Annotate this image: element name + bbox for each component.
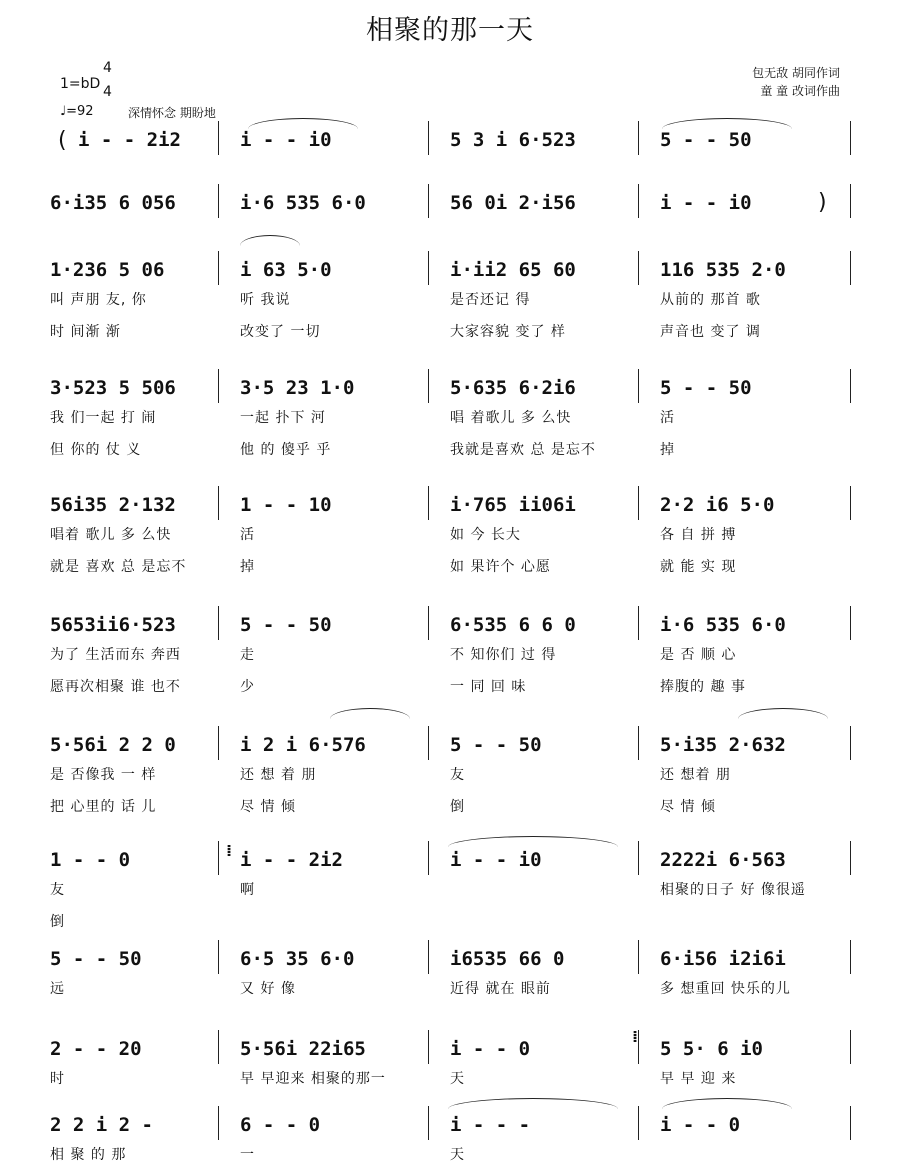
lyric-line-1: 友 xyxy=(450,767,465,783)
measure-10-2: 5·56i 22i65 xyxy=(240,1038,366,1060)
open-parenthesis: ( xyxy=(58,128,67,153)
barline xyxy=(638,369,639,403)
lyric-line-1: 远 xyxy=(50,981,65,997)
measure-8-2: i - - 2i2 xyxy=(240,849,343,871)
lyric-line-2: 把 心里的 话 儿 xyxy=(50,799,157,815)
measure-9-2: 6·5 35 6·0 xyxy=(240,948,355,970)
barline xyxy=(428,121,429,155)
lyric-line-1: 天 xyxy=(450,1147,465,1163)
slur xyxy=(240,235,300,246)
measure-3-3: i·ii2 65 60 xyxy=(450,259,576,281)
lyric-line-1: 我 们一起 打 闹 xyxy=(50,410,157,426)
lyric-line-1: 唱 着歌儿 多 么快 xyxy=(450,410,572,426)
barline xyxy=(218,251,219,285)
measure-10-3: i - - 0 xyxy=(450,1038,531,1060)
measure-4-4: 5 - - 50 xyxy=(660,377,752,399)
barline xyxy=(638,184,639,218)
measure-6-2: 5 - - 50 xyxy=(240,614,332,636)
slur xyxy=(662,118,792,129)
measure-9-4: 6·i56 i2i6i xyxy=(660,948,786,970)
lyric-line-1: 多 想重回 快乐的儿 xyxy=(660,981,791,997)
measure-11-1: 2 2 i 2 - xyxy=(50,1114,153,1136)
lyric-line-1: 一 xyxy=(240,1147,255,1163)
measure-1-4: 5 - - 50 xyxy=(660,129,752,151)
barline xyxy=(428,726,429,760)
barline xyxy=(850,726,851,760)
lyric-line-2: 就是 喜欢 总 是忘不 xyxy=(50,559,187,575)
lyric-line-2: 少 xyxy=(240,679,255,695)
lyric-line-1: 又 好 像 xyxy=(240,981,296,997)
lyric-line-1: 一起 扑下 河 xyxy=(240,410,326,426)
measure-4-3: 5·635 6·2i6 xyxy=(450,377,576,399)
measure-6-4: i·6 535 6·0 xyxy=(660,614,786,636)
measure-1-3: 5 3 i 6·523 xyxy=(450,129,576,151)
barline xyxy=(638,841,639,875)
lyric-line-2: 倒 xyxy=(450,799,465,815)
lyric-line-1: 听 我说 xyxy=(240,292,291,308)
lyric-line-2: 声音也 变了 调 xyxy=(660,324,761,340)
barline xyxy=(850,184,851,218)
barline xyxy=(218,121,219,155)
lyric-line-1: 是否还记 得 xyxy=(450,292,531,308)
lyricist-credit: 包无敌 胡同作词 xyxy=(752,66,840,80)
lyric-line-1: 如 今 长大 xyxy=(450,527,521,543)
lyric-line-2: 时 间渐 渐 xyxy=(50,324,121,340)
measure-1-2: i - - i0 xyxy=(240,129,332,151)
slur xyxy=(738,708,828,719)
barline xyxy=(638,1030,639,1064)
lyric-line-2: 他 的 傻乎 乎 xyxy=(240,442,332,458)
barline xyxy=(638,251,639,285)
barline xyxy=(850,251,851,285)
measure-7-2: i 2 i 6·576 xyxy=(240,734,366,756)
lyric-line-1: 是 否 顺 心 xyxy=(660,647,737,663)
measure-4-2: 3·5 23 1·0 xyxy=(240,377,355,399)
measure-5-4: 2·2 i6 5·0 xyxy=(660,494,775,516)
measure-7-3: 5 - - 50 xyxy=(450,734,542,756)
barline xyxy=(428,940,429,974)
barline xyxy=(428,486,429,520)
lyric-line-1: 还 想着 朋 xyxy=(660,767,731,783)
barline xyxy=(218,486,219,520)
lyric-line-1: 近得 就在 眼前 xyxy=(450,981,551,997)
measure-2-2: i·6 535 6·0 xyxy=(240,192,366,214)
barline xyxy=(428,841,429,875)
lyric-line-1: 走 xyxy=(240,647,255,663)
measure-5-3: i·765 ii06i xyxy=(450,494,576,516)
lyric-line-1: 活 xyxy=(240,527,255,543)
barline xyxy=(638,1106,639,1140)
measure-5-2: 1 - - 10 xyxy=(240,494,332,516)
lyric-line-2: 尽 情 倾 xyxy=(660,799,716,815)
lyric-line-2: 掉 xyxy=(660,442,675,458)
repeat-end: ⁞ xyxy=(632,1027,639,1046)
barline xyxy=(638,121,639,155)
measure-11-2: 6 - - 0 xyxy=(240,1114,321,1136)
lyric-line-1: 各 自 拼 搏 xyxy=(660,527,737,543)
barline xyxy=(218,726,219,760)
lyric-line-1: 不 知你们 过 得 xyxy=(450,647,557,663)
lyric-line-1: 早 早迎来 相聚的那一 xyxy=(240,1071,386,1087)
lyric-line-2: 大家容貌 变了 样 xyxy=(450,324,566,340)
measure-11-4: i - - 0 xyxy=(660,1114,741,1136)
barline xyxy=(850,1030,851,1064)
measure-2-3: 56 0i 2·i56 xyxy=(450,192,576,214)
slur xyxy=(448,836,618,847)
expression-marking: 深情怀念 期盼地 xyxy=(128,106,216,120)
barline xyxy=(850,369,851,403)
slur xyxy=(448,1098,618,1109)
measure-7-4: 5·i35 2·632 xyxy=(660,734,786,756)
lyric-line-2: 但 你的 仗 义 xyxy=(50,442,142,458)
measure-6-1: 5653ii6·523 xyxy=(50,614,176,636)
lyric-line-1: 相 聚 的 那 xyxy=(50,1147,127,1163)
measure-8-4: 2222i 6·563 xyxy=(660,849,786,871)
lyric-line-2: 尽 情 倾 xyxy=(240,799,296,815)
page-title: 相聚的那一天 xyxy=(366,15,534,46)
measure-3-2: i 63 5·0 xyxy=(240,259,332,281)
measure-10-1: 2 - - 20 xyxy=(50,1038,142,1060)
slur xyxy=(662,1098,792,1109)
barline xyxy=(218,1030,219,1064)
measure-3-1: 1·236 5 06 xyxy=(50,259,165,281)
lyric-line-1: 友 xyxy=(50,882,65,898)
lyric-line-2: 就 能 实 现 xyxy=(660,559,737,575)
measure-1-1: i - - 2i2 xyxy=(78,129,181,151)
lyric-line-1: 还 想 着 朋 xyxy=(240,767,317,783)
barline xyxy=(428,1106,429,1140)
slur xyxy=(248,118,358,129)
barline xyxy=(428,1030,429,1064)
lyric-line-1: 叫 声朋 友, 你 xyxy=(50,292,147,308)
slur xyxy=(330,708,410,719)
lyric-line-1: 相聚的日子 好 像很遥 xyxy=(660,882,806,898)
barline xyxy=(218,940,219,974)
barline xyxy=(850,1106,851,1140)
measure-3-4: 116 535 2·0 xyxy=(660,259,786,281)
lyric-line-1: 时 xyxy=(50,1071,65,1087)
measure-9-1: 5 - - 50 xyxy=(50,948,142,970)
repeat-start: ⁞ xyxy=(226,841,233,860)
barline xyxy=(218,184,219,218)
time-signature-top: 4 xyxy=(103,60,112,76)
barline xyxy=(850,841,851,875)
barline xyxy=(850,121,851,155)
barline xyxy=(850,940,851,974)
measure-8-1: 1 - - 0 xyxy=(50,849,131,871)
lyric-line-1: 啊 xyxy=(240,882,255,898)
lyric-line-1: 唱着 歌儿 多 么快 xyxy=(50,527,172,543)
key-signature: 1=bD xyxy=(60,76,101,92)
lyric-line-1: 从前的 那首 歌 xyxy=(660,292,761,308)
barline xyxy=(638,486,639,520)
barline xyxy=(218,606,219,640)
lyric-line-2: 捧腹的 趣 事 xyxy=(660,679,746,695)
close-parenthesis: ) xyxy=(818,190,827,215)
measure-8-3: i - - i0 xyxy=(450,849,542,871)
lyric-line-1: 是 否像我 一 样 xyxy=(50,767,157,783)
measure-6-3: 6·535 6 6 0 xyxy=(450,614,576,636)
measure-5-1: 56i35 2·132 xyxy=(50,494,176,516)
barline xyxy=(850,606,851,640)
lyric-line-2: 我就是喜欢 总 是忘不 xyxy=(450,442,596,458)
measure-10-4: 5 5· 6 i0 xyxy=(660,1038,763,1060)
lyric-line-1: 为了 生活而东 奔西 xyxy=(50,647,181,663)
barline xyxy=(428,184,429,218)
time-signature-bottom: 4 xyxy=(103,84,112,100)
barline xyxy=(428,369,429,403)
composer-credit: 童 童 改词作曲 xyxy=(760,84,840,98)
barline xyxy=(218,369,219,403)
measure-11-3: i - - - xyxy=(450,1114,531,1136)
lyric-line-2: 倒 xyxy=(50,914,65,930)
barline xyxy=(638,940,639,974)
measure-2-1: 6·i35 6 056 xyxy=(50,192,176,214)
lyric-line-2: 改变了 一切 xyxy=(240,324,321,340)
lyric-line-2: 一 同 回 味 xyxy=(450,679,527,695)
measure-2-4: i - - i0 xyxy=(660,192,752,214)
lyric-line-2: 愿再次相聚 谁 也不 xyxy=(50,679,181,695)
barline xyxy=(218,1106,219,1140)
barline xyxy=(428,251,429,285)
lyric-line-1: 活 xyxy=(660,410,675,426)
lyric-line-1: 早 早 迎 来 xyxy=(660,1071,737,1087)
tempo-marking: ♩=92 xyxy=(60,104,94,119)
barline xyxy=(850,486,851,520)
lyric-line-2: 掉 xyxy=(240,559,255,575)
measure-9-3: i6535 66 0 xyxy=(450,948,565,970)
barline xyxy=(218,841,219,875)
lyric-line-1: 天 xyxy=(450,1071,465,1087)
barline xyxy=(428,606,429,640)
barline xyxy=(638,726,639,760)
barline xyxy=(638,606,639,640)
measure-4-1: 3·523 5 506 xyxy=(50,377,176,399)
measure-7-1: 5·56i 2 2 0 xyxy=(50,734,176,756)
lyric-line-2: 如 果许个 心愿 xyxy=(450,559,551,575)
